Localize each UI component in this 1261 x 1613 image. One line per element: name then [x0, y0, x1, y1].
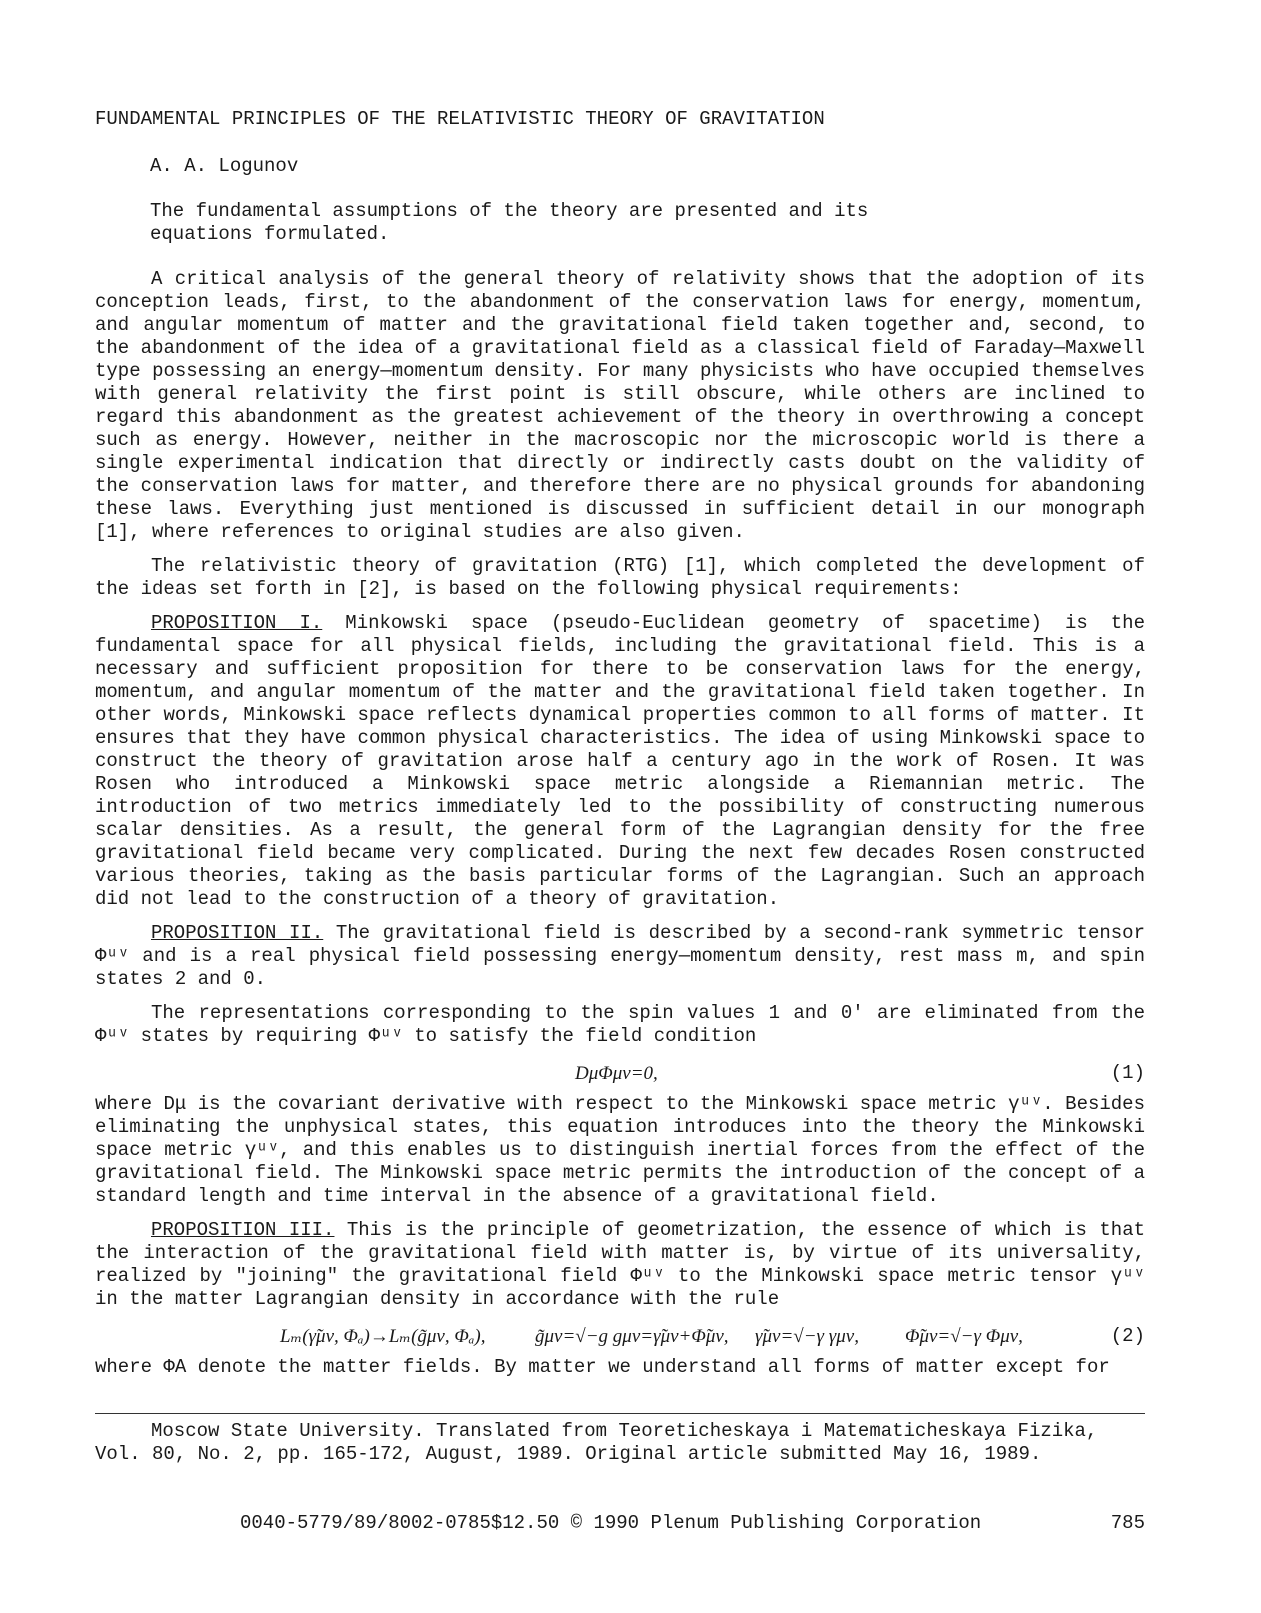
page-number: 785 — [1110, 1512, 1145, 1534]
equation-1-expression: DμΦμν=0, — [575, 1063, 658, 1084]
equation-2-part-4: Φ̃μν=√−γ Φμν, — [905, 1326, 1023, 1347]
proposition-3-label: PROPOSITION III. — [151, 1219, 335, 1241]
paragraph-intro: A critical analysis of the general theory of relativity shows that the adoption of its conception leads, first, to the abandonment of the conservation laws for energy, momentum, and angular momentum of matter and the gravitational field taken together and, second, to the abandonment of the idea of a gravitational field as a classical field of Faraday—Maxwell type possessing an energy—momentum density. For many physicists who have occupied themselves with general relativity the first point is still obscure, while others are inclined to regard this abandonment as the greatest achievement of the theory in overthrowing a concept such as energy. However, neither in the macroscopic nor the microscopic world is there a single experimental indication that directly or indirectly casts doubt on the validity of the conservation laws for matter, and therefore there are no physical grounds for abandoning these laws. Everything just mentioned is discussed in sufficient detail in our monograph [1], where references to original studies are also given. — [95, 268, 1145, 543]
proposition-1 — [95, 612, 1145, 911]
paragraph-representations: The representations corresponding to the spin values 1 and 0′ are eliminated from the Φᵘᵛ states by requiring Φᵘᵛ to satisfy the field condition — [95, 1002, 1145, 1047]
equation-1 — [95, 1059, 1145, 1089]
proposition-1-text: Minkowski space (pseudo-Euclidean geometry of spacetime) is the fundamental space for all physical fields, including the gravitational field. This is a necessary and sufficient proposition for there to be conservation laws for the energy, momentum, and angular momentum of the matter and the gravitational field taken together. In other words, Minkowski space reflects dynamical properties common to all forms of matter. It ensures that they have common physical characteristics. The idea of using Minkowski space to construct the theory of gravitation arose half a century ago in the work of Rosen. It was Rosen who introduced a Minkowski space metric alongside a Riemannian metric. The introduction of two metrics immediately led to the possibility of constructing numerous scalar densities. As a result, the general form of the Lagrangian density for the free gravitational field became very complicated. During the next few decades Rosen constructed various theories, taking as the basis particular forms of the Lagrangian. Such an approach did not lead to the construction of a theory of gravitation. — [95, 612, 1145, 910]
footnote-divider — [95, 1413, 1145, 1414]
author: A. A. Logunov — [150, 155, 299, 177]
equation-2-part-1: Lₘ(γ̃μν, Φₐ)→Lₘ(g̃μν, Φₐ), — [280, 1326, 486, 1347]
publisher-line: 0040-5779/89/8002-0785$12.50 © 1990 Plenum Publishing Corporation — [240, 1512, 982, 1534]
footnote — [95, 1420, 1145, 1466]
proposition-2 — [95, 922, 1145, 991]
equation-1-number: (1) — [1110, 1062, 1145, 1084]
paragraph-rtg: The relativistic theory of gravitation (RTG) [1], which completed the development of the ideas set forth in [2], is based on the following physical requirements: — [95, 555, 1145, 600]
paragraph-matter-fields: where ΦA denote the matter fields. By matter we understand all forms of matter except for — [95, 1356, 1110, 1378]
abstract: The fundamental assumptions of the theory are presented and its equations formulated. — [150, 200, 869, 245]
equation-2-number: (2) — [1110, 1325, 1145, 1347]
proposition-2-label: PROPOSITION II. — [151, 922, 324, 944]
proposition-2-text: The gravitational field is described by a second-rank symmetric tensor Φᵘᵛ and is a real physical field possessing energy—momentum density, rest mass m, and spin states 2 and 0. — [95, 922, 1145, 990]
paper-title: FUNDAMENTAL PRINCIPLES OF THE RELATIVISTIC THEORY OF GRAVITATION — [95, 108, 825, 130]
proposition-3 — [95, 1219, 1145, 1311]
footnote-line-1: Moscow State University. Translated from Teoreticheskaya i Matematicheskaya Fizika, — [151, 1420, 1098, 1442]
proposition-3-text: This is the principle of geometrization, the essence of which is that the interaction of the gravitational field with matter is, by virtue of its universality, realized by "joining" the gravitational field Φᵘᵛ to the Minkowski space metric tensor γᵘᵛ in the matter Lagrangian density in accordance with the rule — [95, 1219, 1145, 1310]
equation-2-part-2: g̃μν=√−g gμν=γ̃μν+Φ̃μν, — [535, 1326, 729, 1347]
equation-2-part-3: γ̃μν=√−γ γμν, — [755, 1326, 859, 1347]
article-body — [95, 268, 1145, 1390]
proposition-1-label: PROPOSITION I. — [151, 612, 323, 634]
equation-2 — [95, 1322, 1145, 1352]
footnote-line-2: Vol. 80, No. 2, pp. 165-172, August, 1989. Original article submitted May 16, 1989. — [95, 1443, 1042, 1465]
paragraph-covariant-derivative: where Dμ is the covariant derivative with respect to the Minkowski space metric γᵘᵛ. Besides eliminating the unphysical states, this equation introduces into the theory the Minkowski space metric γᵘᵛ, and this enables us to distinguish inertial forces from the effect of the gravitational field. The Minkowski space metric permits the introduction of the concept of a standard length and time interval in the absence of a gravitational field. — [95, 1093, 1145, 1207]
